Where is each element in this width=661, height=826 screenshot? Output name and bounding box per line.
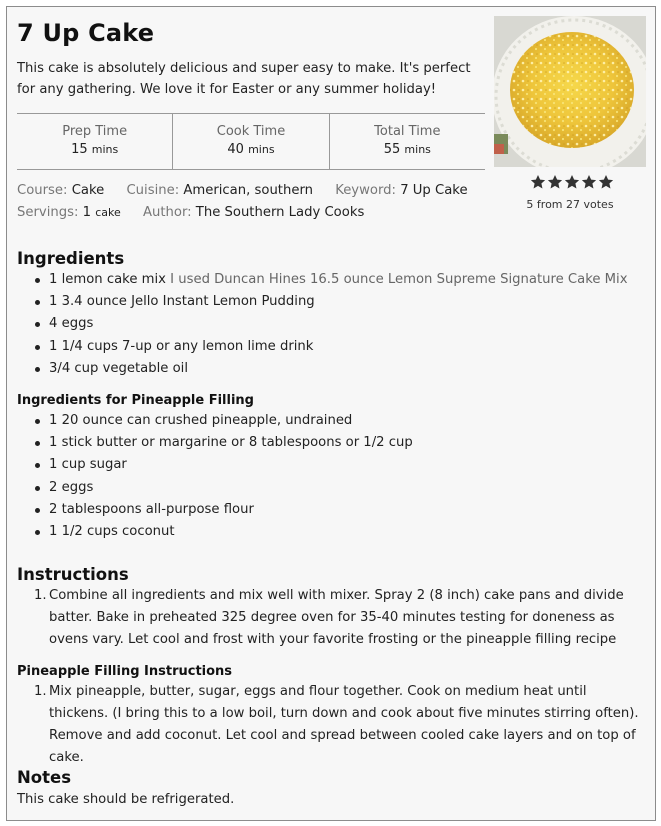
recipe-title: 7 Up Cake xyxy=(17,19,155,47)
ingredient-item: 1 cup sugar xyxy=(17,454,642,476)
author-value: The Southern Lady Cooks xyxy=(195,205,365,220)
star-icon[interactable] xyxy=(581,174,597,190)
keyword-label: Keyword: xyxy=(335,183,396,198)
time-number: 40 xyxy=(227,142,244,157)
instructions-list xyxy=(17,585,642,651)
ingredient-item xyxy=(17,269,642,291)
notes-heading: Notes xyxy=(17,768,72,787)
step-number: 1. xyxy=(34,684,47,699)
filling-ingredients-list xyxy=(17,410,642,543)
ingredient-text: 3/4 cup vegetable oil xyxy=(49,360,188,376)
servings-unit: cake xyxy=(95,206,121,219)
time-unit: mins xyxy=(404,143,431,156)
ingredient-text: 4 eggs xyxy=(49,316,94,332)
cake-photo-illustration xyxy=(494,16,646,167)
ingredient-item: 1 stick butter or margarine or 8 tablespoons or 1/2 cup xyxy=(17,432,642,454)
time-value xyxy=(173,142,328,157)
time-value xyxy=(17,142,172,157)
recipe-meta-row-2 xyxy=(17,205,364,220)
cuisine-value: American, southern xyxy=(183,183,313,198)
recipe-photo[interactable] xyxy=(494,16,646,167)
cuisine-label: Cuisine: xyxy=(126,183,180,198)
filling-instructions-heading: Pineapple Filling Instructions xyxy=(17,664,233,679)
time-label: Prep Time xyxy=(62,124,128,139)
instructions-heading: Instructions xyxy=(17,565,129,584)
filling-instructions-list xyxy=(17,681,642,769)
time-label: Cook Time xyxy=(216,124,286,139)
author-label: Author: xyxy=(142,205,192,220)
instruction-step xyxy=(17,585,642,651)
time-unit: mins xyxy=(248,143,275,156)
ingredient-text: 1 lemon cake mix xyxy=(49,272,166,287)
star-icon[interactable] xyxy=(598,174,614,190)
keyword-value: 7 Up Cake xyxy=(400,183,468,198)
notes-text: This cake should be refrigerated. xyxy=(17,792,235,807)
time-value xyxy=(330,142,485,157)
total-time xyxy=(329,114,485,169)
recipe-summary: This cake is absolutely delicious and super easy to make. It's perfect for any gathering. We love it for Easter or any summer holiday! xyxy=(17,61,471,97)
step-text: Mix pineapple, butter, sugar, eggs and flour together. Cook on medium heat until thickens. (I bring this to a low boil, turn down and cook about five minutes stirring often). Remove and add coconut. Let cool and spread between cooled cake layers and on top of cake. xyxy=(49,684,639,765)
star-icon[interactable] xyxy=(564,174,580,190)
ingredient-item xyxy=(17,313,642,335)
time-number: 15 xyxy=(71,142,88,157)
ingredient-note: I used Duncan Hines 16.5 ounce Lemon Supreme Signature Cake Mix xyxy=(170,272,628,287)
ingredient-item: 1 20 ounce can crushed pineapple, undrained xyxy=(17,410,642,432)
recipe-card xyxy=(6,6,656,821)
recipe-times xyxy=(17,113,485,170)
rating-votes: 5 from 27 votes xyxy=(526,198,614,211)
time-label: Total Time xyxy=(374,124,441,139)
ingredient-text: 1 1/4 cups 7-up or any lemon lime drink xyxy=(49,338,314,354)
ingredient-item: 1 1/2 cups coconut xyxy=(17,521,642,543)
star-rating[interactable] xyxy=(530,174,614,194)
ingredients-list xyxy=(17,269,642,380)
course-value: Cake xyxy=(71,183,105,198)
prep-time xyxy=(17,114,172,169)
star-icon[interactable] xyxy=(530,174,546,190)
instruction-step xyxy=(17,681,642,769)
ingredient-item: 2 eggs xyxy=(17,477,642,499)
ingredient-item xyxy=(17,336,642,358)
step-number: 1. xyxy=(34,588,47,603)
step-text: Combine all ingredients and mix well with mixer. Spray 2 (8 inch) cake pans and divide batter. Bake in preheated 325 degree oven for 35-40 minutes testing for doneness as ovens vary. Let cool and frost with your favorite frosting or the pineapple filling recipe xyxy=(49,588,624,647)
course-label: Course: xyxy=(17,183,68,198)
star-icon[interactable] xyxy=(547,174,563,190)
ingredient-item: 2 tablespoons all-purpose flour xyxy=(17,499,642,521)
recipe-meta-row-1 xyxy=(17,183,468,198)
filling-ingredients-heading: Ingredients for Pineapple Filling xyxy=(17,393,254,408)
time-number: 55 xyxy=(383,142,401,157)
cook-time xyxy=(172,114,328,169)
time-unit: mins xyxy=(91,143,119,156)
ingredient-item xyxy=(17,358,642,380)
servings-value[interactable]: 1 xyxy=(82,205,92,220)
ingredient-item xyxy=(17,291,642,313)
servings-label: Servings: xyxy=(17,205,79,220)
ingredients-heading: Ingredients xyxy=(17,249,125,268)
ingredient-text: 1 3.4 ounce Jello Instant Lemon Pudding xyxy=(49,294,315,310)
